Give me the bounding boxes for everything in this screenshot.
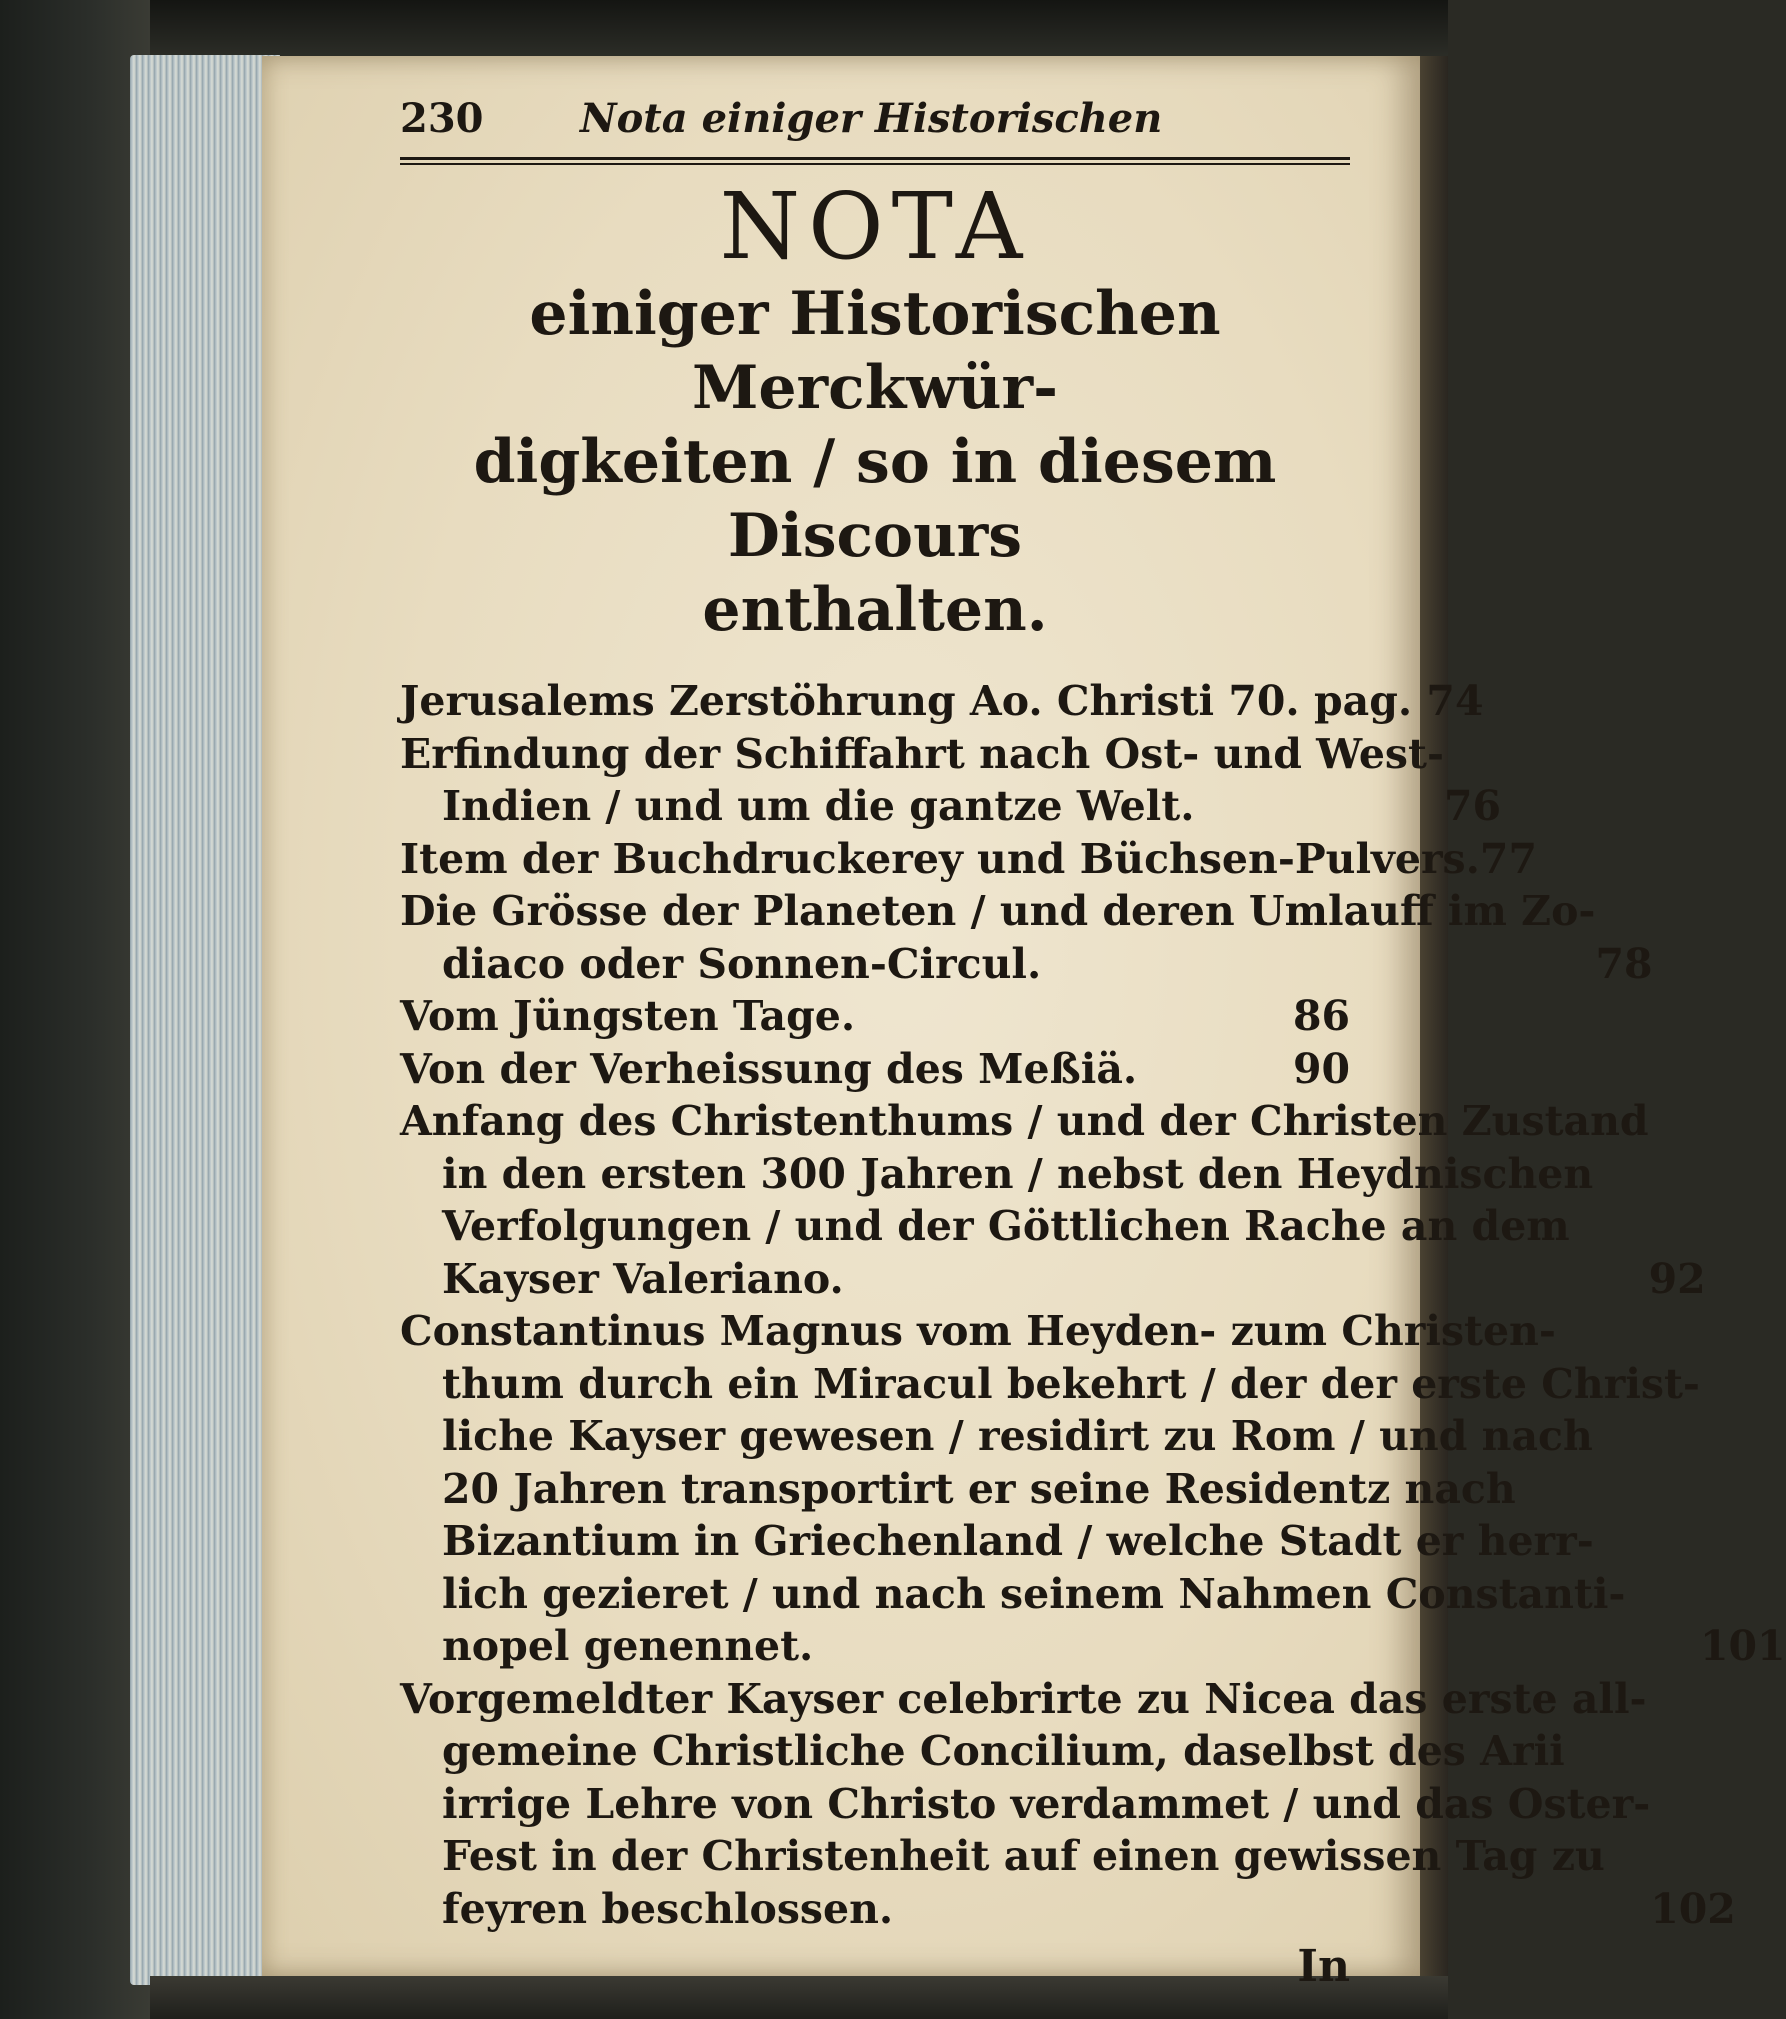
index-entry bbox=[400, 1095, 1706, 1305]
title-sub-line: digkeiten / so in diesem Discours bbox=[473, 427, 1277, 571]
title-sub-line: einiger Historischen Merckwür- bbox=[529, 279, 1221, 423]
entry-line: Indien / und um die gantze Welt. bbox=[442, 782, 1195, 830]
entry-page-number: 78 bbox=[1595, 939, 1653, 988]
entry-line: Anfang des Christenthums / und der Christen Zustand bbox=[400, 1097, 1649, 1145]
index-entry bbox=[400, 1043, 1350, 1096]
entry-text bbox=[400, 1043, 1290, 1096]
entry-line: Fest in der Christenheit auf einen gewissen Tag zu bbox=[442, 1832, 1605, 1880]
entry-line: feyren beschlossen. bbox=[442, 1884, 894, 1933]
entry-page-number: 76 bbox=[1443, 782, 1502, 830]
entry-text bbox=[400, 675, 1483, 728]
entry-line: thum durch ein Miracul bekehrt / der der erste Christ- bbox=[442, 1359, 1700, 1408]
entry-page-number: 86 bbox=[1292, 992, 1350, 1040]
entry-line: in den ersten 300 Jahren / nebst den Heydnischen bbox=[442, 1149, 1594, 1198]
book-cover-left bbox=[0, 0, 150, 2019]
index-entry bbox=[400, 675, 1484, 728]
index-entry bbox=[400, 833, 1537, 886]
entry-line: diaco oder Sonnen-Circul. bbox=[442, 939, 1042, 988]
entry-text bbox=[400, 728, 1444, 833]
catchword: In bbox=[1297, 1941, 1350, 1992]
entry-line: Constantinus Magnus vom Heyden- zum Christen- bbox=[400, 1307, 1556, 1355]
entry-line: Erfindung der Schiffahrt nach Ost- und West- bbox=[400, 729, 1444, 778]
entry-line: Verfolgungen / und der Göttlichen Rache an dem bbox=[442, 1202, 1570, 1250]
entry-text bbox=[400, 833, 1480, 886]
index-entry bbox=[400, 1673, 1736, 1936]
entry-line: irrige Lehre von Christo verdammet / und das Oster- bbox=[442, 1779, 1651, 1828]
index-entry bbox=[400, 990, 1350, 1043]
title-main: NOTA bbox=[719, 173, 1031, 280]
entry-page-number: 77 bbox=[1479, 834, 1537, 883]
entry-line: 20 Jahren transportirt er seine Residentz nach bbox=[442, 1464, 1516, 1513]
entry-line: liche Kayser gewesen / residirt zu Rom / und nach bbox=[442, 1412, 1593, 1460]
entry-page-number: 102 bbox=[1650, 1884, 1736, 1933]
page-edges bbox=[130, 55, 280, 1985]
title-sub bbox=[400, 277, 1350, 647]
header-rule bbox=[400, 157, 1350, 165]
entry-line: gemeine Christliche Concilium, daselbst des Arii bbox=[442, 1727, 1565, 1775]
book-cover-top bbox=[0, 0, 1448, 60]
entry-line: Vorgemeldter Kayser celebrirte zu Nicea das erste all- bbox=[400, 1674, 1647, 1723]
index-entry bbox=[400, 728, 1502, 833]
entry-line: lich gezieret / und nach seinem Nahmen Constanti- bbox=[442, 1569, 1626, 1618]
entry-line: Von der Verheissung des Meßiä. bbox=[400, 1044, 1138, 1093]
entry-page-number: 101 bbox=[1699, 1622, 1786, 1670]
page-number: 230 bbox=[400, 95, 484, 142]
entry-text bbox=[400, 885, 1595, 990]
entry-line: Vom Jüngsten Tage. bbox=[400, 992, 856, 1040]
entry-line: Die Grösse der Planeten / und deren Umlauff im Zo- bbox=[400, 887, 1596, 935]
entry-text bbox=[400, 1673, 1650, 1936]
entry-text bbox=[400, 1305, 1700, 1673]
entry-line: Item der Buchdruckerey und Büchsen-Pulvers. bbox=[400, 834, 1480, 883]
entry-text bbox=[400, 990, 1290, 1043]
entry-line: Jerusalems Zerstöhrung Ao. Christi 70. pag. 74 bbox=[400, 677, 1484, 725]
index-entry bbox=[400, 1305, 1786, 1673]
entry-line: Kayser Valeriano. bbox=[442, 1254, 844, 1303]
index-entry bbox=[400, 885, 1653, 990]
entry-line: nopel genennet. bbox=[442, 1622, 814, 1670]
entry-page-number: 92 bbox=[1648, 1254, 1706, 1303]
entry-line: Bizantium in Griechenland / welche Stadt er herr- bbox=[442, 1517, 1594, 1565]
running-title: Nota einiger Historischen bbox=[580, 95, 1163, 142]
entry-text bbox=[400, 1095, 1649, 1305]
running-head bbox=[400, 95, 1350, 145]
title-sub-line: enthalten. bbox=[702, 575, 1048, 645]
page-content bbox=[400, 95, 1786, 1992]
entry-page-number: 90 bbox=[1292, 1044, 1350, 1093]
index-entries bbox=[400, 675, 1786, 1935]
